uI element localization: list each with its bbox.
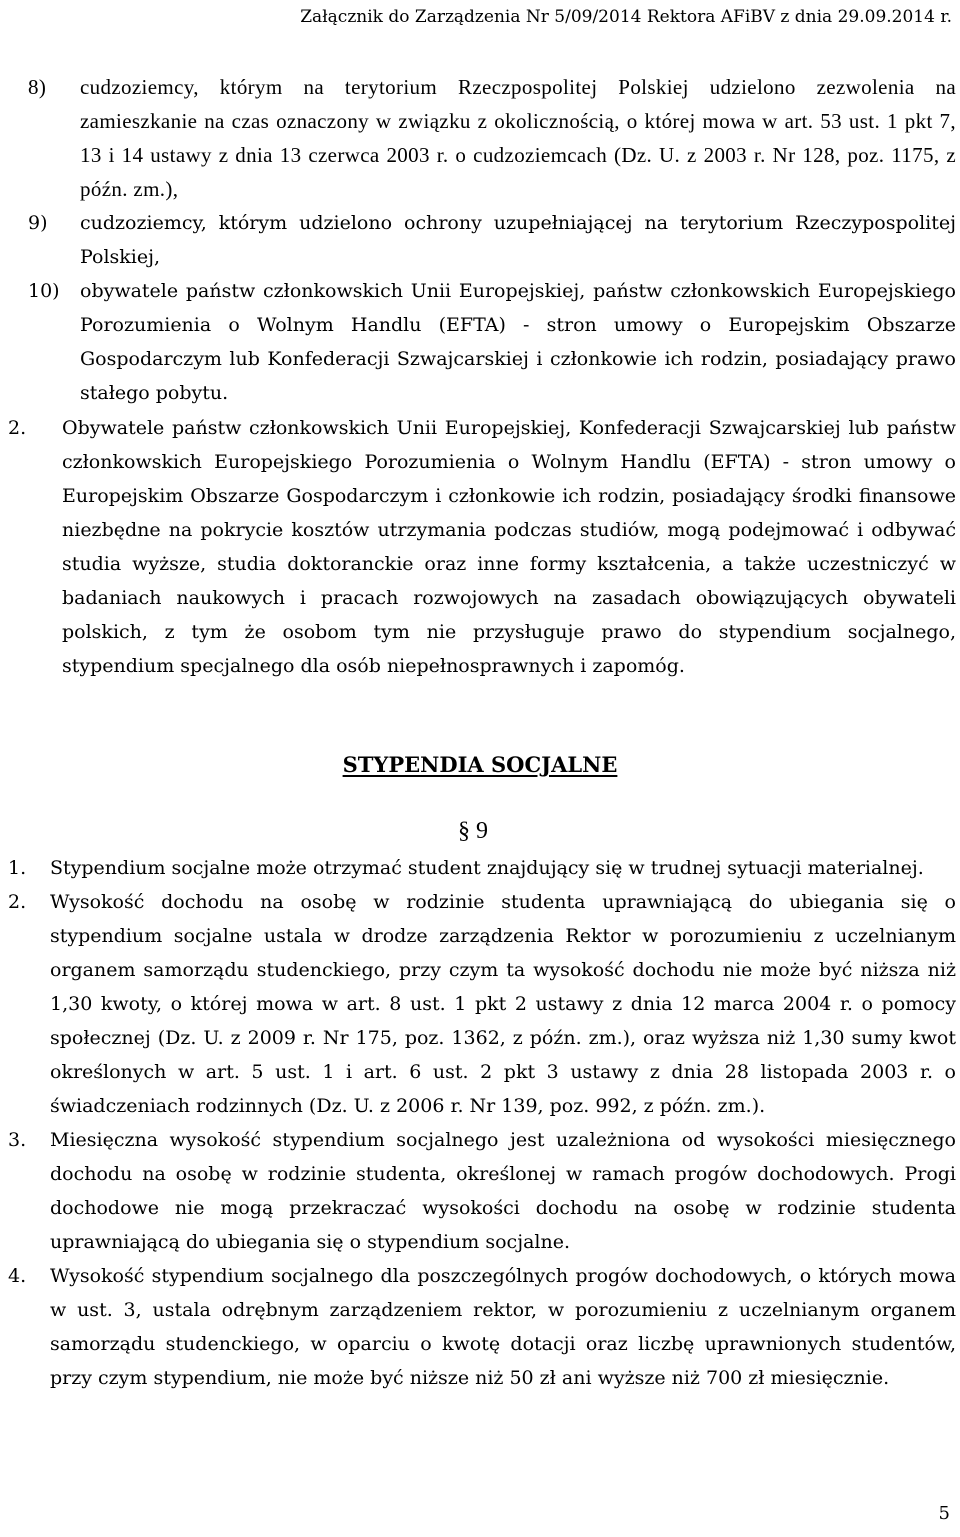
stipend-point-2 (8, 885, 956, 1123)
list-item-9 (28, 206, 956, 274)
point-number: 4. (8, 1265, 27, 1287)
point-number: 2. (8, 891, 27, 913)
list-item-number: 8) (28, 75, 47, 99)
stipend-point-1 (8, 851, 956, 885)
list-item-text: cudzoziemcy, którym udzielono ochrony uzupełniającej na terytorium Rzeczypospolitej Polskiej, (80, 212, 956, 268)
list-item-8 (28, 70, 956, 206)
point-number: 3. (8, 1129, 27, 1151)
stipend-point-4 (8, 1259, 956, 1395)
point-2-block (8, 411, 956, 683)
list-item-number: 9) (28, 212, 48, 234)
list-item-number: 10) (28, 280, 60, 302)
paragraph-number: 9 (476, 818, 488, 844)
point-text: Wysokość dochodu na osobę w rodzinie studenta uprawniającą do ubiegania się o stypendium socjalne ustala w drodze zarządzenia Rektor w porozumieniu z uczelnianym organem samorządu studenckiego, przy czym ta wysokość dochodu nie może być niższa niż 1,30 kwoty, o której mowa w art. 8 ust. 1 pkt 2 ustawy z dnia 12 marca 2004 r. o pomocy społecznej (Dz. U. z 2009 r. Nr 175, poz. 1362, z późn. zm.), oraz wyższa niż 1,30 sumy kwot określonych w art. 5 ust. 1 i art. 6 ust. 2 pkt 3 ustawy z dnia 28 listopada 2003 r. o świadczeniach rodzinnych (Dz. U. z 2006 r. Nr 139, poz. 992, z późn. zm.). (50, 891, 956, 1117)
paragraph-sign: § 9 (458, 818, 488, 844)
point-2 (8, 411, 956, 683)
list-item-text: cudzoziemcy, którym na terytorium Rzeczpospolitej Polskiej udzielono zezwolenia na zamieszkanie na czas oznaczony w związku z okolicznością, o której mowa w art. 53 ust. 1 pkt 7, 13 i 14 ustawy z dnia 13 czerwca 2003 r. o cudzoziemcach (Dz. U. z 2003 r. Nr 128, poz. 1175, z późn. zm.), (80, 75, 956, 201)
stipend-point-3 (8, 1123, 956, 1259)
point-text: Stypendium socjalne może otrzymać student znajdujący się w trudnej sytuacji materialnej. (50, 857, 924, 879)
point-text: Wysokość stypendium socjalnego dla poszczególnych progów dochodowych, o których mowa w ust. 3, ustala odrębnym zarządzeniem rektor, w porozumieniu z uczelnianym organem samorządu studenckiego, w oparciu o kwotę dotacji oraz liczbę uprawnionych studentów, przy czym stypendium, nie może być niższe niż 50 zł ani wyższe niż 700 zł miesięcznie. (50, 1265, 956, 1389)
list-item-10 (28, 274, 956, 410)
section-title: STYPENDIA SOCJALNE (342, 752, 618, 777)
point-text: Obywatele państw członkowskich Unii Europejskiej, Konfederacji Szwajcarskiej lub państw członkowskich Europejskiego Porozumienia o Wolnym Handlu (EFTA) - stron umowy o Europejskim Obszarze Gospodarczym i członkowie ich rodzin, posiadający środki finansowe niezbędne na pokrycie kosztów utrzymania podczas studiów, mogą podejmować i odbywać studia wyższe, studia doktoranckie oraz inne formy kształcenia, a także uczestniczyć w badaniach naukowych i pracach rozwojowych na zasadach obowiązujących obywateli polskich, z tym że osobom tym nie przysługuje prawo do stypendium socjalnego, stypendium specjalnego dla osób niepełnosprawnych i zapomóg. (62, 417, 956, 677)
enumerated-list (28, 70, 956, 410)
list-item-text: obywatele państw członkowskich Unii Europejskiej, państw członkowskich Europejskiego Porozumienia o Wolnym Handlu (EFTA) - stron umowy o Europejskim Obszarze Gospodarczym lub Konfederacji Szwajcarskiej i członkowie ich rodzin, posiadający prawo stałego pobytu. (80, 280, 956, 404)
point-number: 2. (8, 417, 27, 439)
stipend-points (8, 851, 956, 1395)
page-number: 5 (938, 1503, 950, 1524)
point-text: Miesięczna wysokość stypendium socjalnego jest uzależniona od wysokości miesięcznego dochodu na osobę w rodzinie studenta, określonej w ramach progów dochodowych. Progi dochodowe nie mogą przekraczać wysokości dochodu na osobę w rodzinie studenta uprawniającą do ubiegania się o stypendium socjalne. (50, 1129, 956, 1253)
point-number: 1. (8, 857, 27, 879)
page-header: Załącznik do Zarządzenia Nr 5/09/2014 Rektora AFiBV z dnia 29.09.2014 r. (300, 7, 952, 27)
